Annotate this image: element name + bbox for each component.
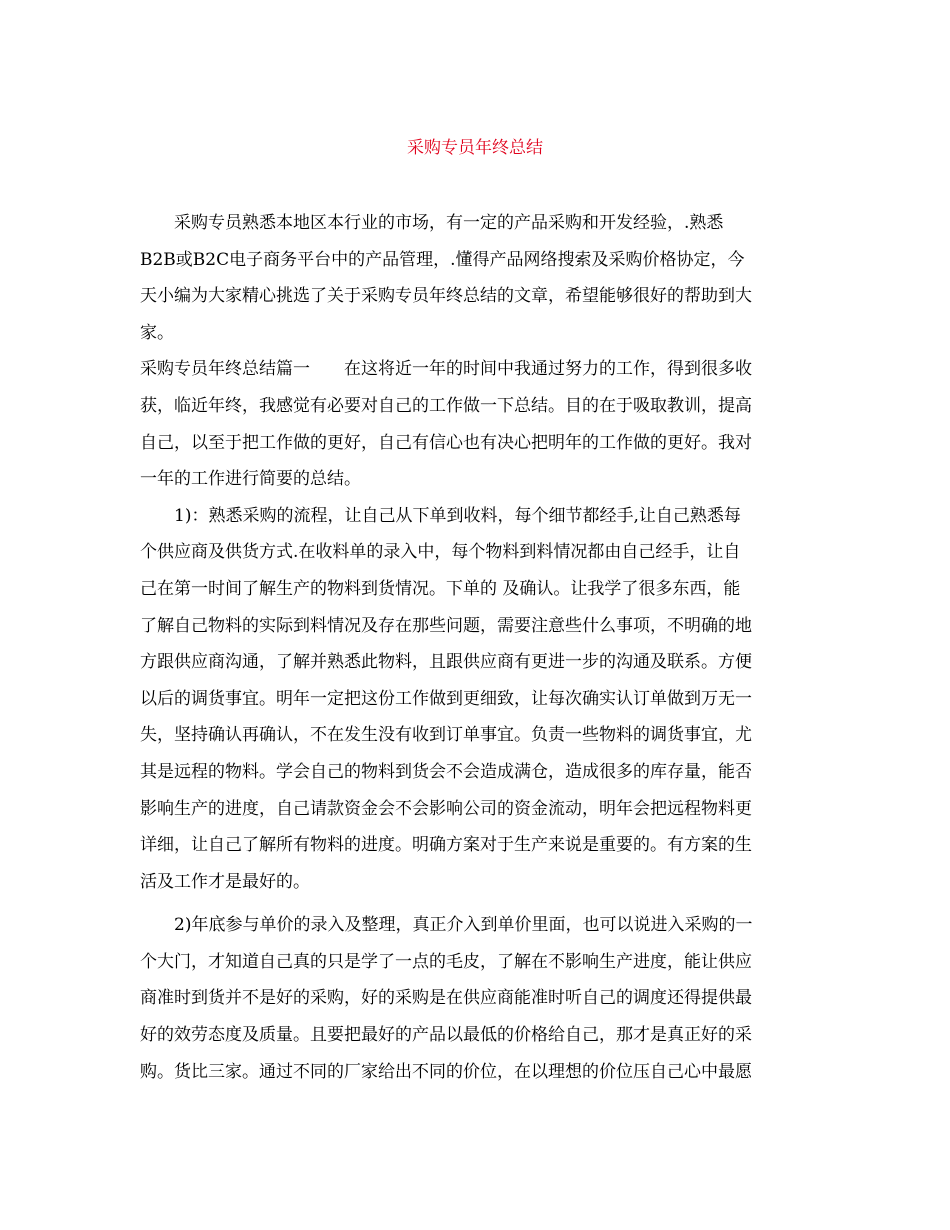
- body-line: 1)：熟悉采购的流程，让自己从下单到收料，每个细节都经手,让自己熟悉每: [140, 505, 741, 526]
- body-line: 采购专员年终总结篇一 在这将近一年的时间中我通过努力的工作，得到很多收: [140, 359, 752, 380]
- body-line: 商准时到货并不是好的采购，好的采购是在供应商能准时听自己的调度还得提供最: [140, 988, 752, 1009]
- body-line: 其是远程的物料。学会自己的物料到货会不会造成满仓，造成很多的库存量，能否: [140, 761, 752, 782]
- body-line: 了解自己物料的实际到料情况及存在那些问题，需要注意些什么事项，不明确的地: [140, 615, 752, 636]
- body-line: 个大门，才知道自己真的只是学了一点的毛皮，了解在不影响生产进度，能让供应: [140, 951, 752, 972]
- body-line: 自己，以至于把工作做的更好，自己有信心也有决心把明年的工作做的更好。我对: [140, 432, 752, 453]
- body-line: 采购专员熟悉本地区本行业的市场，有一定的产品采购和开发经验，.熟悉: [140, 213, 724, 233]
- body-line: 失，坚持确认再确认，不在发生没有收到订单事宜。负责一些物料的调货事宜，尤: [140, 725, 752, 746]
- document-title: 采购专员年终总结: [407, 138, 543, 158]
- body-line: 2)年底参与单价的录入及整理，真正介入到单价里面，也可以说进入采购的一: [140, 915, 753, 936]
- body-line: 影响生产的进度，自己请款资金会不会影响公司的资金流动，明年会把远程物料更: [140, 798, 752, 819]
- body-line: 活及工作才是最好的。: [140, 871, 310, 892]
- body-line: 个供应商及供货方式.在收料单的录入中，每个物料到料情况都由自己经手，让自: [140, 542, 741, 563]
- body-line: 天小编为大家精心挑选了关于采购专员年终总结的文章，希望能够很好的帮助到大: [140, 286, 752, 307]
- body-line: 方跟供应商沟通，了解并熟悉此物料，且跟供应商有更进一步的沟通及联系。方便: [140, 652, 752, 673]
- body-line: B2B或B2C电子商务平台中的产品管理，.懂得产品网络搜索及采购价格协定，今: [140, 249, 745, 270]
- body-line: 一年的工作进行简要的总结。: [140, 469, 361, 490]
- body-line: 以后的调货事宜。明年一定把这份工作做到更细致，让每次确实认订单做到万无一: [140, 688, 752, 709]
- body-line: 详细，让自己了解所有物料的进度。明确方案对于生产来说是重要的。有方案的生: [140, 835, 752, 856]
- body-line: 获，临近年终，我感觉有必要对自己的工作做一下总结。目的在于吸取教训，提高: [140, 395, 752, 416]
- document-body: [140, 205, 820, 1090]
- body-line: 购。货比三家。通过不同的厂家给出不同的价位，在以理想的价位压自己心中最愿: [140, 1061, 752, 1082]
- body-line: 己在第一时间了解生产的物料到货情况。下单的 及确认。让我学了很多东西，能: [140, 578, 741, 599]
- paragraph-gap: [140, 900, 820, 907]
- body-line: 好的效劳态度及质量。且要把最好的产品以最低的价格给自己，那才是真正好的采: [140, 1025, 752, 1046]
- body-line: 家。: [140, 322, 174, 343]
